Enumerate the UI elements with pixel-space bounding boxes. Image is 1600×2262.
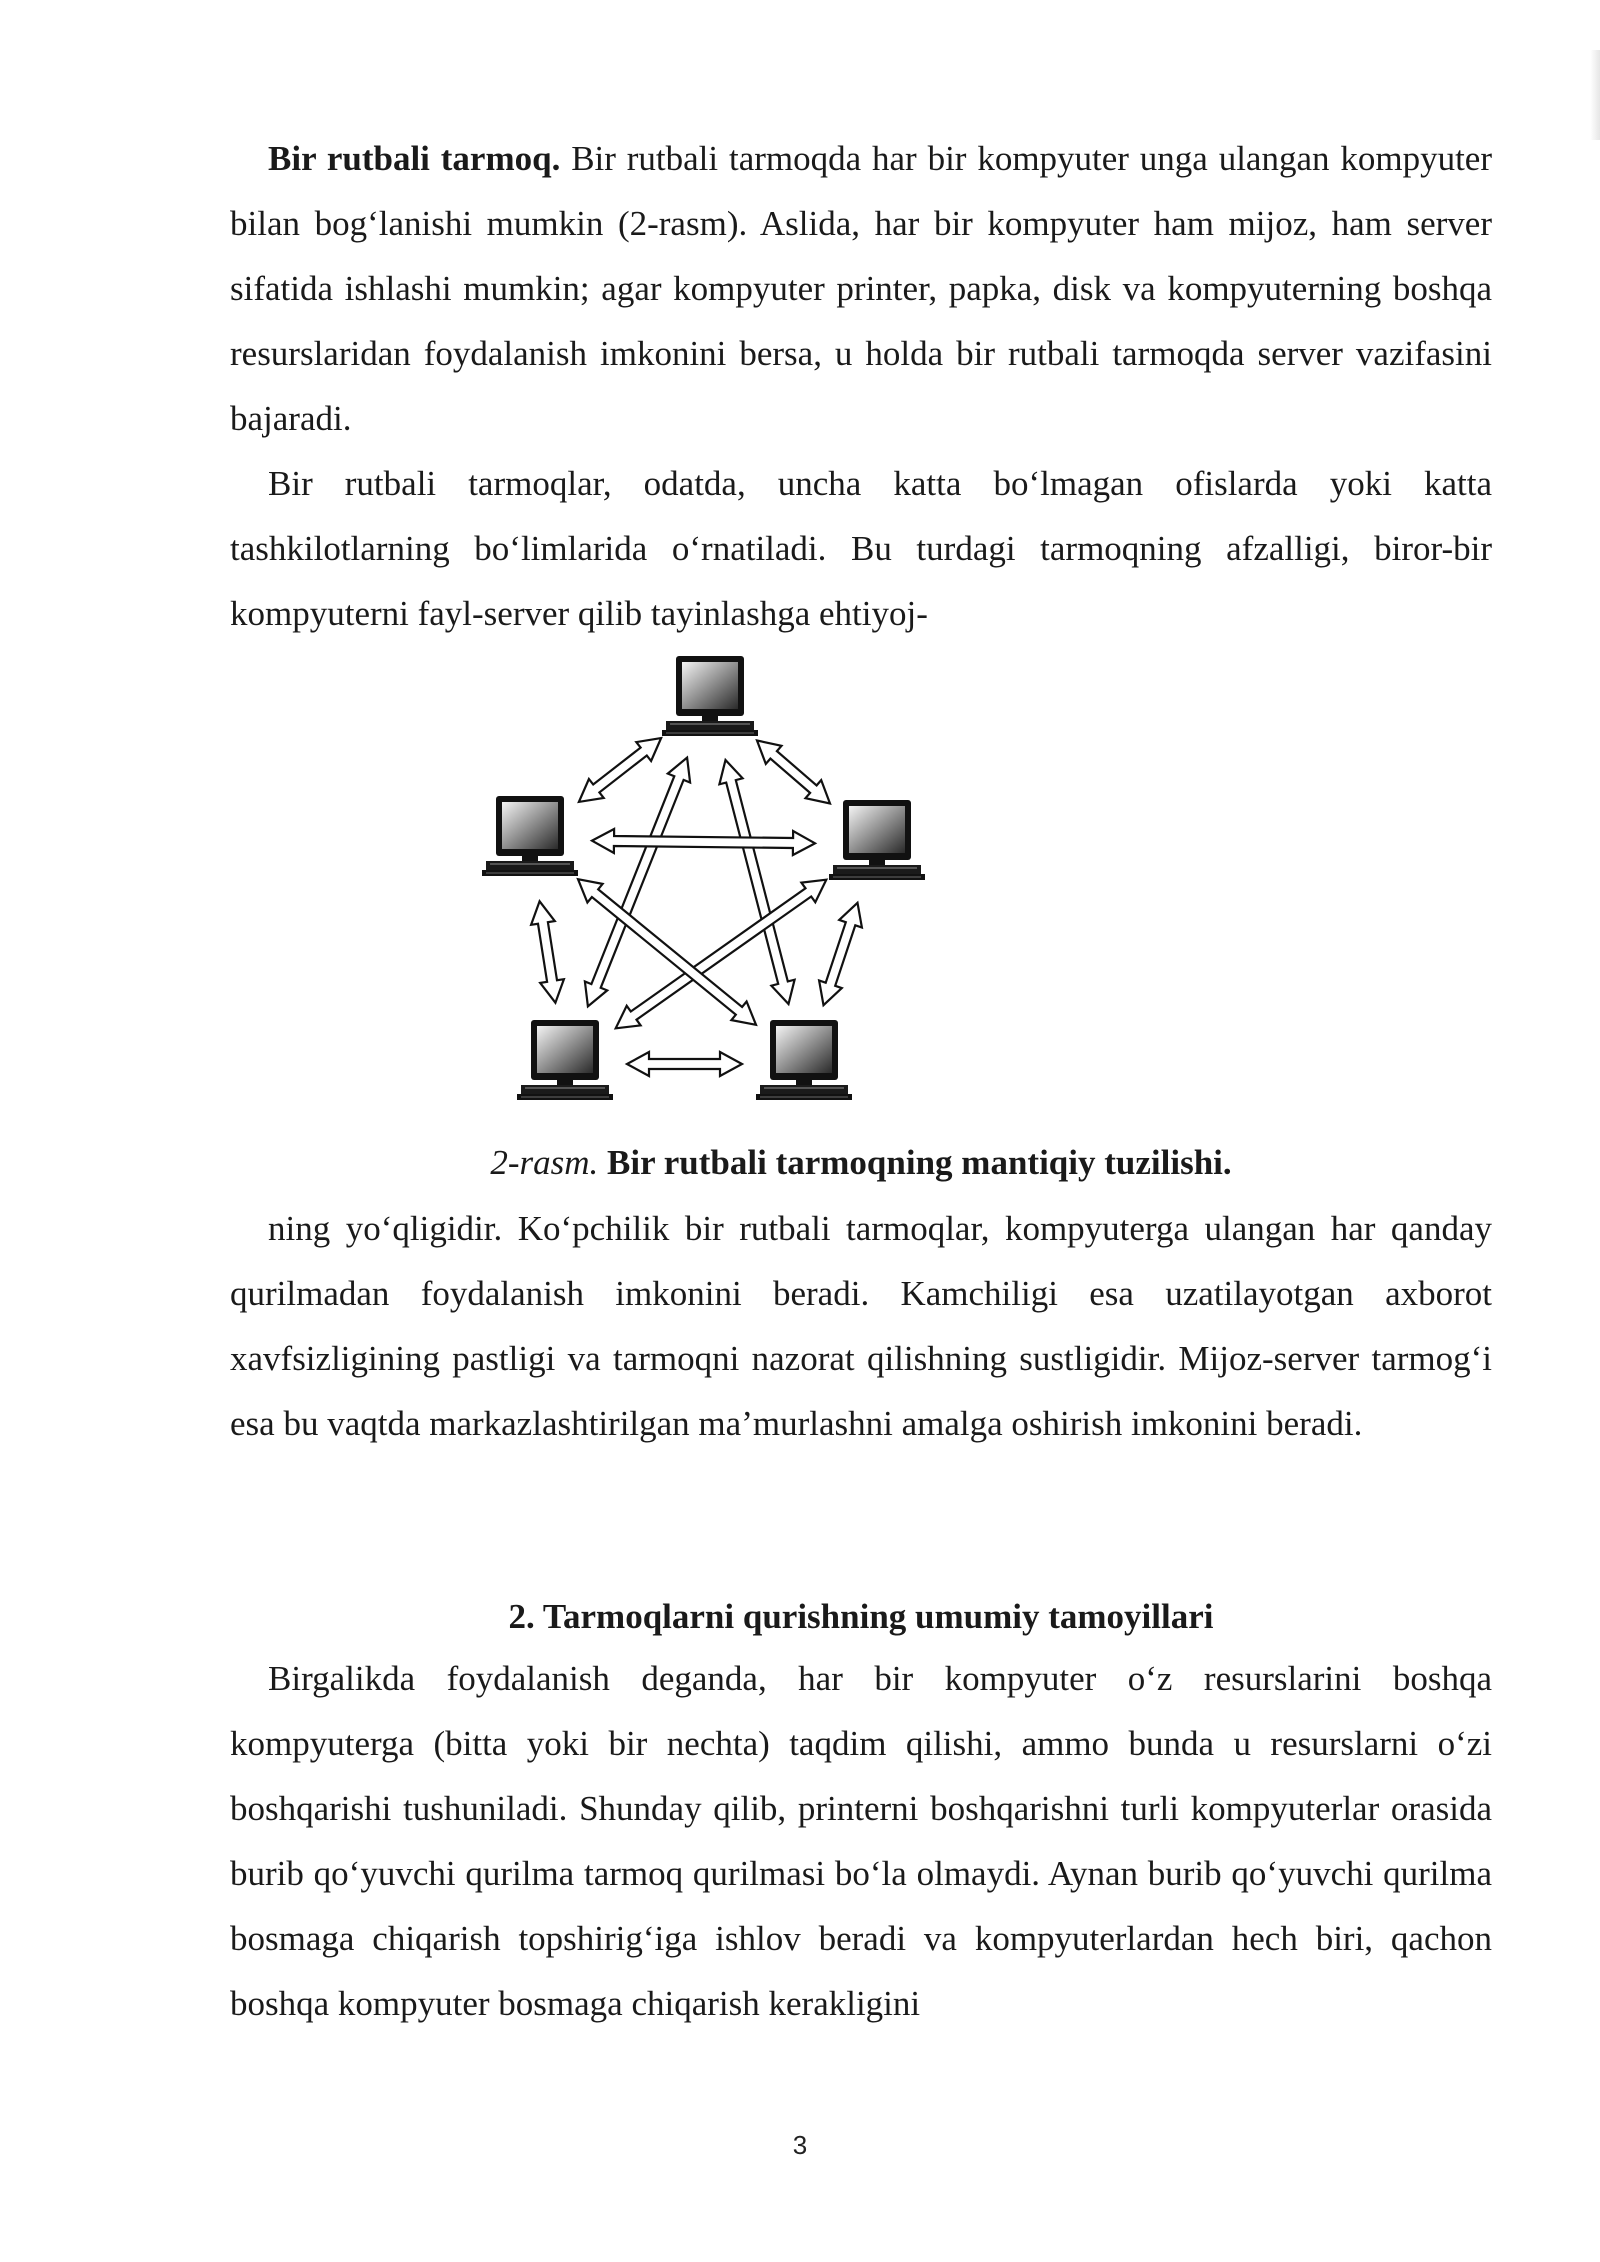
continuation-text (230, 1196, 1492, 1456)
connection-arrow (627, 1052, 742, 1076)
peer-network-figure (440, 648, 960, 1126)
intro-text (230, 126, 1492, 646)
connection-arrow (616, 880, 827, 1029)
connection-arrow (819, 903, 862, 1005)
page-number: 3 (792, 2130, 808, 2160)
paragraph-sharing: Birgalikda foydalanish deganda, har bir kompyuter o‘z resurslarini boshqa kompyuterga (bitta yoki bir nechta) taqdim qilishi, ammo bunda u resurslarni o‘zi boshqarishi tushuniladi. Shunday qilib, printerni boshqarishni turli kompyuterlar orasida burib qo‘yuvchi qurilma tarmoq qurilmasi bo‘la olmaydi. Aynan burib qo‘yuvchi qurilma bosmaga chiqarish topshirig‘iga ishlov beradi va kompyuterlardan hech biri, qachon boshqa kompyuter bosmaga chiqarish kerakligini (230, 1659, 1492, 2023)
section-heading: 2. Tarmoqlarni qurishning umumiy tamoyillari (508, 1597, 1214, 1636)
connection-arrow (531, 901, 564, 1002)
paragraph-peer-to-peer (230, 126, 1492, 451)
figure-caption (230, 1130, 1492, 1195)
figure-number: 2-rasm. (490, 1143, 599, 1182)
scan-edge (1590, 50, 1600, 140)
paragraph-offices: Bir rutbali tarmoqlar, odatda, uncha katta bo‘lmagan ofislarda yoki katta tashkilotlarning bo‘limlarida o‘rnatiladi. Bu turdagi tarmoqning afzalligi, biror-bir kompyuterni fayl-server qilib tayinlashga ehtiyoj- (230, 464, 1492, 633)
computer-bottom-left-icon (517, 1020, 613, 1100)
connection-arrow (579, 738, 661, 802)
figure-title: Bir rutbali tarmoqning mantiqiy tuzilishi. (598, 1143, 1232, 1182)
connection-arrow (719, 760, 794, 1004)
section-text (230, 1646, 1492, 2036)
connection-arrow (757, 741, 830, 804)
computer-top-icon (662, 656, 758, 736)
paragraph-body: Bir rutbali tarmoqda har bir kompyuter unga ulangan kompyuter bilan bog‘lanishi mumkin (2-rasm). Aslida, har bir kompyuter ham mijoz, ham server sifatida ishlashi mumkin; agar kompyuter printer, papka, disk va kompyuterning boshqa resurslaridan foydalanish imkonini bersa, u holda bir rutbali tarmoqda server vazifasini bajaradi. (230, 139, 1492, 438)
connection-arrow (592, 829, 815, 855)
paragraph-continuation: ning yo‘qligidir. Ko‘pchilik bir rutbali tarmoqlar, kompyuterga ulangan har qanday qurilmadan foydalanish imkonini beradi. Kamchiligi esa uzatilayotgan axborot xavfsizligining pastligi va tarmoqni nazorat qilishning sustligidir. Mijoz-server tarmog‘i esa bu vaqtda markazlashtirilgan ma’murlashni amalga oshirish imkonini beradi. (230, 1209, 1492, 1443)
computer-left-icon (482, 796, 578, 876)
term-lead: Bir rutbali tarmoq. (268, 139, 561, 178)
computer-right-icon (829, 800, 925, 880)
computer-bottom-right-icon (756, 1020, 852, 1100)
